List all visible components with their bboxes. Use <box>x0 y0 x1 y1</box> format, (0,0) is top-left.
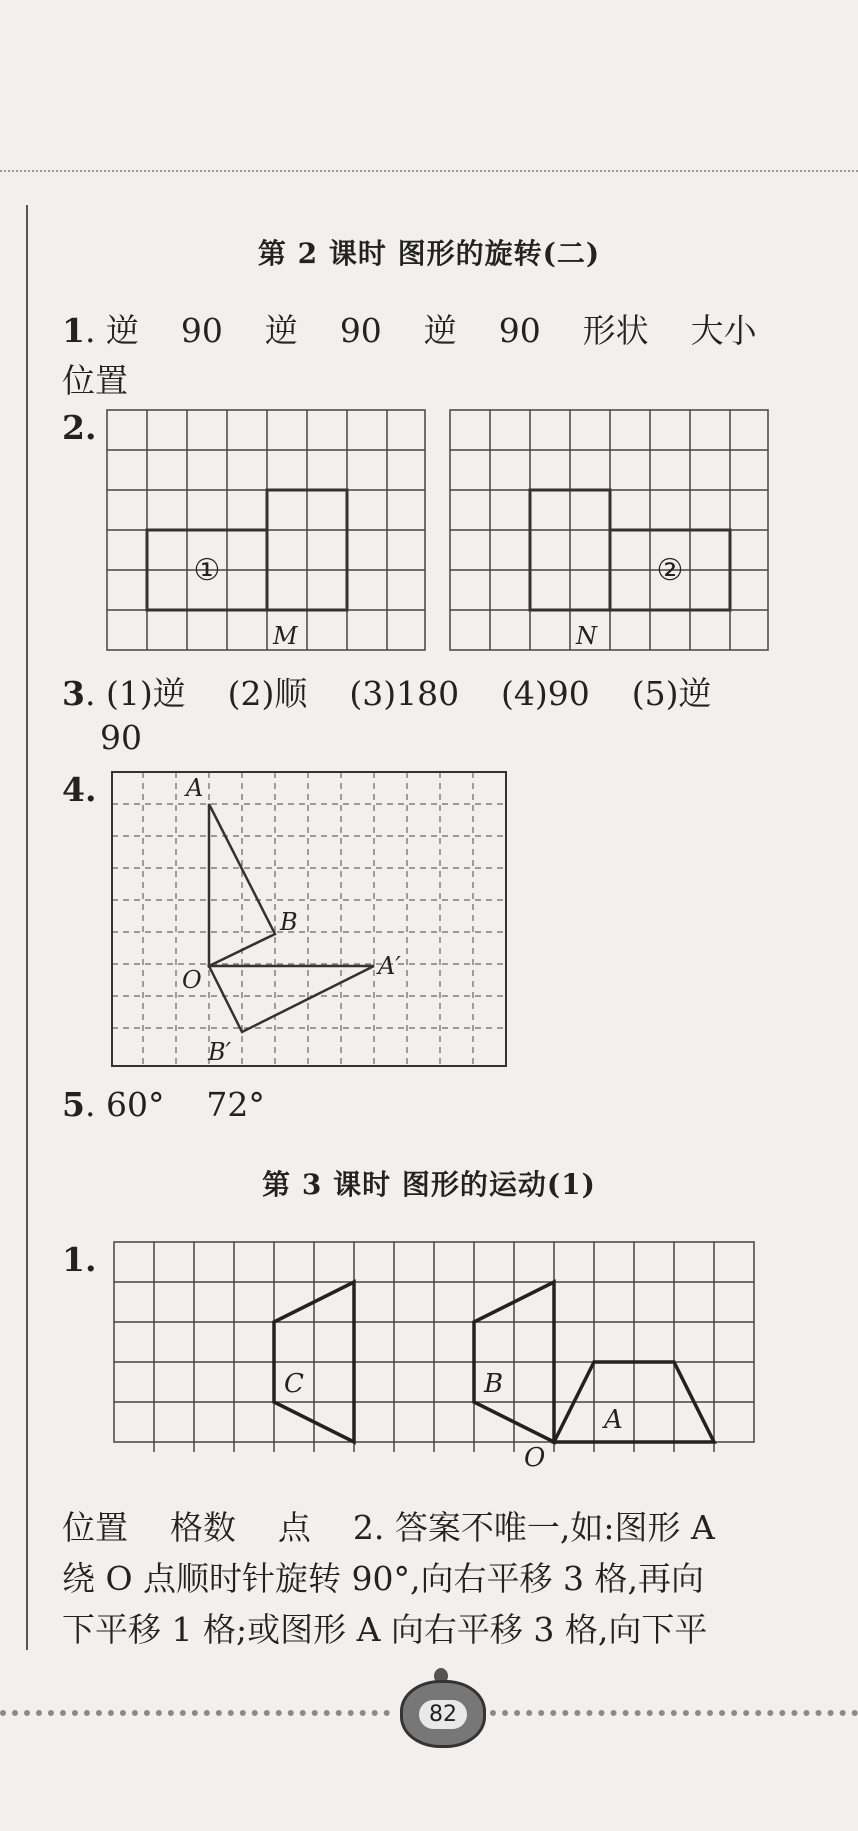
q2-grid-left <box>105 408 427 652</box>
shape-c-label: C <box>284 1369 304 1399</box>
circle-label-1: ① <box>193 553 221 588</box>
q2-number <box>62 408 96 447</box>
q1-answer-cont: 位置 <box>62 361 128 400</box>
page-number-badge <box>400 1680 486 1748</box>
point-o-label: O <box>182 966 202 994</box>
point-m-label: M <box>273 622 298 650</box>
s2-text-line-3: 下平移 1 格;或图形 A 向右平移 3 格,向下平 <box>62 1610 708 1649</box>
point-o-label-2: O <box>524 1443 546 1473</box>
q3-answer-cont: 90 <box>100 718 142 757</box>
point-n-label: N <box>576 622 597 650</box>
footer-dots-left <box>0 1710 390 1716</box>
point-b-prime-label: B′ <box>208 1038 232 1066</box>
triangle-rotated <box>209 966 374 1032</box>
q4-number <box>62 770 96 809</box>
q4-grid <box>110 770 508 1068</box>
s2-q1-num: 1. <box>62 1240 97 1279</box>
q2-grid-right <box>448 408 770 652</box>
s2-text-line-2: 绕 O 点顺时针旋转 90°,向右平移 3 格,再向 <box>62 1559 704 1598</box>
q5-answer <box>62 1085 265 1124</box>
left-margin-rule <box>26 205 28 1650</box>
q1-number: 1 <box>62 311 85 350</box>
lesson-2-heading: 第 2 课时 图形的旋转(二) <box>257 237 601 270</box>
s2-q1-grid <box>112 1240 758 1473</box>
q4-num: 4. <box>62 770 97 809</box>
q3-answer <box>62 668 712 715</box>
point-a-prime-label: A′ <box>378 952 401 980</box>
q3-number: 3 <box>62 674 85 713</box>
q2-num: 2. <box>62 408 97 447</box>
lesson-3-heading: 第 3 课时 图形的运动(1) <box>262 1168 596 1201</box>
shape-a-label: A <box>604 1405 623 1435</box>
s2-text-line-1: 位置 格数 点 2. 答案不唯一,如:图形 A <box>62 1508 715 1547</box>
point-a-label: A <box>186 774 204 802</box>
q1-text: . 逆 90 逆 90 逆 90 形状 大小 <box>84 311 757 350</box>
q5-number: 5 <box>62 1085 85 1124</box>
q3-text: . (1)逆 (2)顺 (3)180 (4)90 (5)逆 <box>84 674 712 713</box>
shape-b-label: B <box>484 1369 504 1399</box>
top-dotted-divider <box>0 170 858 172</box>
circle-label-2: ② <box>656 553 684 588</box>
q5-text: . 60° 72° <box>84 1085 265 1124</box>
page-number: 82 <box>419 1700 467 1729</box>
s2-q1-number <box>62 1240 96 1279</box>
q1-answer <box>62 305 757 352</box>
footer-dots-right <box>490 1710 858 1716</box>
point-b-label: B <box>280 908 298 936</box>
